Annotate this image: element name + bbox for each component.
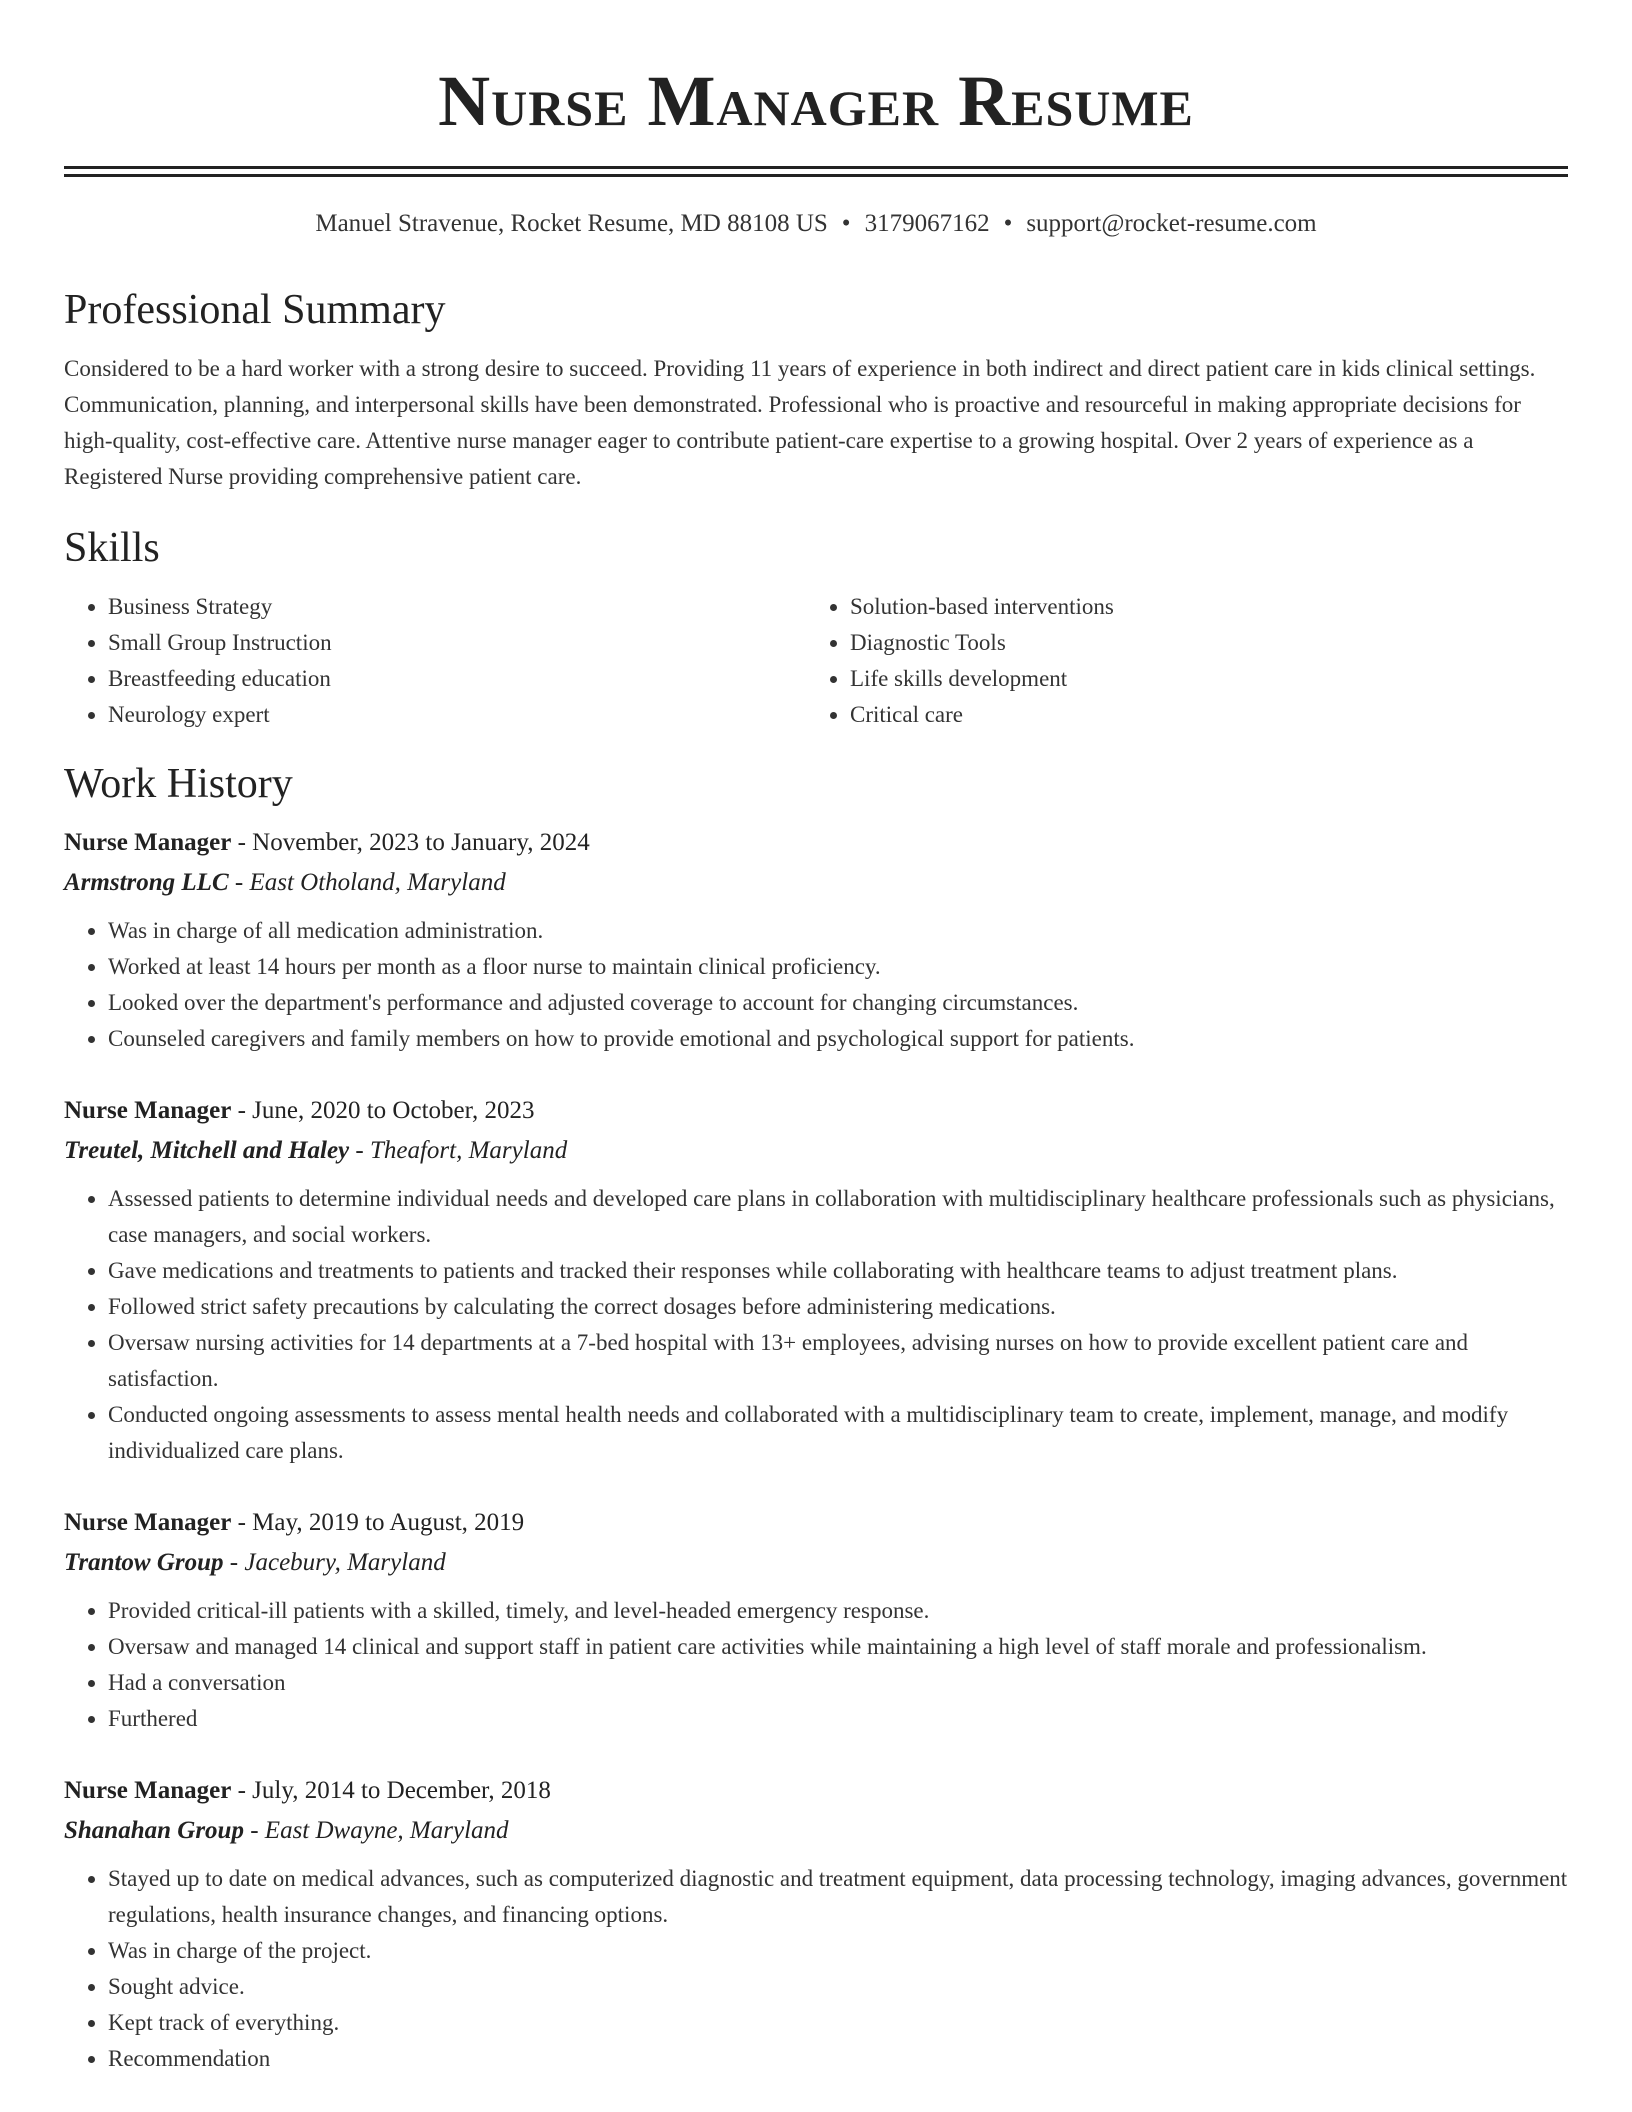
summary-heading: Professional Summary (64, 287, 446, 333)
skills-column-left (64, 589, 806, 733)
job-bullet: • Counseled caregivers and family members on how to provide emotional and psychological support for patients. (108, 1021, 1568, 1057)
skill-item: • Neurology expert (108, 697, 806, 733)
skill-item: • Business Strategy (108, 589, 806, 625)
job-bullet: • Looked over the department's performance and adjusted coverage to account for changing circumstances. (108, 985, 1568, 1021)
job-dates: July, 2014 to December, 2018 (252, 1777, 551, 1804)
job-company: Armstrong LLC (64, 869, 229, 896)
job-entry (64, 1503, 1568, 1737)
job-company-line: Armstrong LLC - East Otholand, Maryland (64, 869, 506, 896)
job-bullet: • Was in charge of all medication administration. (108, 913, 1568, 949)
job-title-line: Nurse Manager - June, 2020 to October, 2023 (64, 1097, 535, 1124)
title-divider (64, 166, 1568, 177)
job-dates: November, 2023 to January, 2024 (252, 829, 590, 856)
job-bullet: • Assessed patients to determine individual needs and developed care plans in collaboration with multidisciplinary healthcare professionals such as physicians, case managers, and social workers. (108, 1181, 1568, 1253)
job-company-line: Shanahan Group - East Dwayne, Maryland (64, 1817, 509, 1844)
job-bullet: • Oversaw and managed 14 clinical and support staff in patient care activities while maintaining a high level of staff morale and professionalism. (108, 1629, 1568, 1665)
skill-item: • Small Group Instruction (108, 625, 806, 661)
skills-list (64, 589, 1568, 733)
job-company: Trantow Group (64, 1549, 224, 1576)
job-bullet: • Had a conversation (108, 1665, 1568, 1701)
job-bullet: • Furthered (108, 1701, 1568, 1737)
job-bullet: • Stayed up to date on medical advances, such as computerized diagnostic and treatment equipment, data processing technology, imaging advances, government regulations, health insurance changes, and financing options. (108, 1861, 1568, 1933)
job-title-line: Nurse Manager - November, 2023 to January, 2024 (64, 829, 590, 856)
job-company: Treutel, Mitchell and Haley (64, 1137, 350, 1164)
job-bullet: • Conducted ongoing assessments to assess mental health needs and collaborated with a multidisciplinary team to create, implement, manage, and modify individualized care plans. (108, 1397, 1568, 1469)
job-dates: June, 2020 to October, 2023 (252, 1097, 535, 1124)
contact-phone: 3179067162 (864, 210, 990, 237)
job-role: Nurse Manager (64, 1777, 232, 1804)
job-title-line: Nurse Manager - July, 2014 to December, 2018 (64, 1777, 551, 1804)
job-bullet: • Sought advice. (108, 1969, 1568, 2005)
job-bullet: • Followed strict safety precautions by calculating the correct dosages before administering medications. (108, 1289, 1568, 1325)
job-bullet: • Provided critical-ill patients with a skilled, timely, and level-headed emergency response. (108, 1593, 1568, 1629)
job-bullet: • Was in charge of the project. (108, 1933, 1568, 1969)
skill-item: • Solution-based interventions (850, 589, 1548, 625)
job-entry (64, 823, 1568, 1057)
work-history-heading: Work History (64, 761, 293, 807)
job-role: Nurse Manager (64, 1509, 232, 1536)
job-location: Theafort, Maryland (369, 1137, 568, 1164)
skill-item: • Breastfeeding education (108, 661, 806, 697)
job-bullet: • Gave medications and treatments to patients and tracked their responses while collaborating with healthcare teams to adjust treatment plans. (108, 1253, 1568, 1289)
contact-separator: • (841, 210, 851, 237)
skill-item: • Critical care (850, 697, 1548, 733)
job-location: Jacebury, Maryland (244, 1549, 446, 1576)
contact-email: support@rocket-resume.com (1026, 210, 1317, 237)
job-dates: May, 2019 to August, 2019 (252, 1509, 525, 1536)
job-company-line: Trantow Group - Jacebury, Maryland (64, 1549, 446, 1576)
skills-column-right (806, 589, 1548, 733)
contact-address: Manuel Stravenue, Rocket Resume, MD 88108 US (315, 210, 828, 237)
page-title: Nurse Manager Resume (438, 61, 1194, 141)
job-entry (64, 1771, 1568, 2077)
job-company-line: Treutel, Mitchell and Haley - Theafort, Maryland (64, 1137, 568, 1164)
skill-item: • Life skills development (850, 661, 1548, 697)
job-location: East Dwayne, Maryland (264, 1817, 509, 1844)
job-title-line: Nurse Manager - May, 2019 to August, 2019 (64, 1509, 525, 1536)
contact-separator: • (1003, 210, 1013, 237)
job-entry (64, 1091, 1568, 1469)
job-role: Nurse Manager (64, 829, 232, 856)
job-location: East Otholand, Maryland (249, 869, 506, 896)
skills-heading: Skills (64, 525, 160, 571)
skill-item: • Diagnostic Tools (850, 625, 1548, 661)
job-bullet: • Recommendation (108, 2041, 1568, 2077)
job-role: Nurse Manager (64, 1097, 232, 1124)
job-bullets (64, 1181, 1568, 1469)
job-bullet: • Kept track of everything. (108, 2005, 1568, 2041)
summary-text: Considered to be a hard worker with a strong desire to succeed. Providing 11 years of experience in both indirect and direct patient care in kids clinical settings. Communication, planning, and interpersonal skills have been demonstrated. Professional who is proactive and resourceful in making appropriate decisions for high-quality, cost-effective care. Attentive nurse manager eager to contribute patient-care expertise to a growing hospital. Over 2 years of experience as a Registered Nurse providing comprehensive patient care. (64, 356, 1536, 489)
job-bullet: • Oversaw nursing activities for 14 departments at a 7-bed hospital with 13+ employees, advising nurses on how to provide excellent patient care and satisfaction. (108, 1325, 1568, 1397)
job-company: Shanahan Group (64, 1817, 244, 1844)
job-bullet: • Worked at least 14 hours per month as a floor nurse to maintain clinical proficiency. (108, 949, 1568, 985)
job-bullets (64, 1861, 1568, 2077)
job-bullets (64, 913, 1568, 1057)
contact-line (64, 207, 1568, 241)
job-bullets (64, 1593, 1568, 1737)
